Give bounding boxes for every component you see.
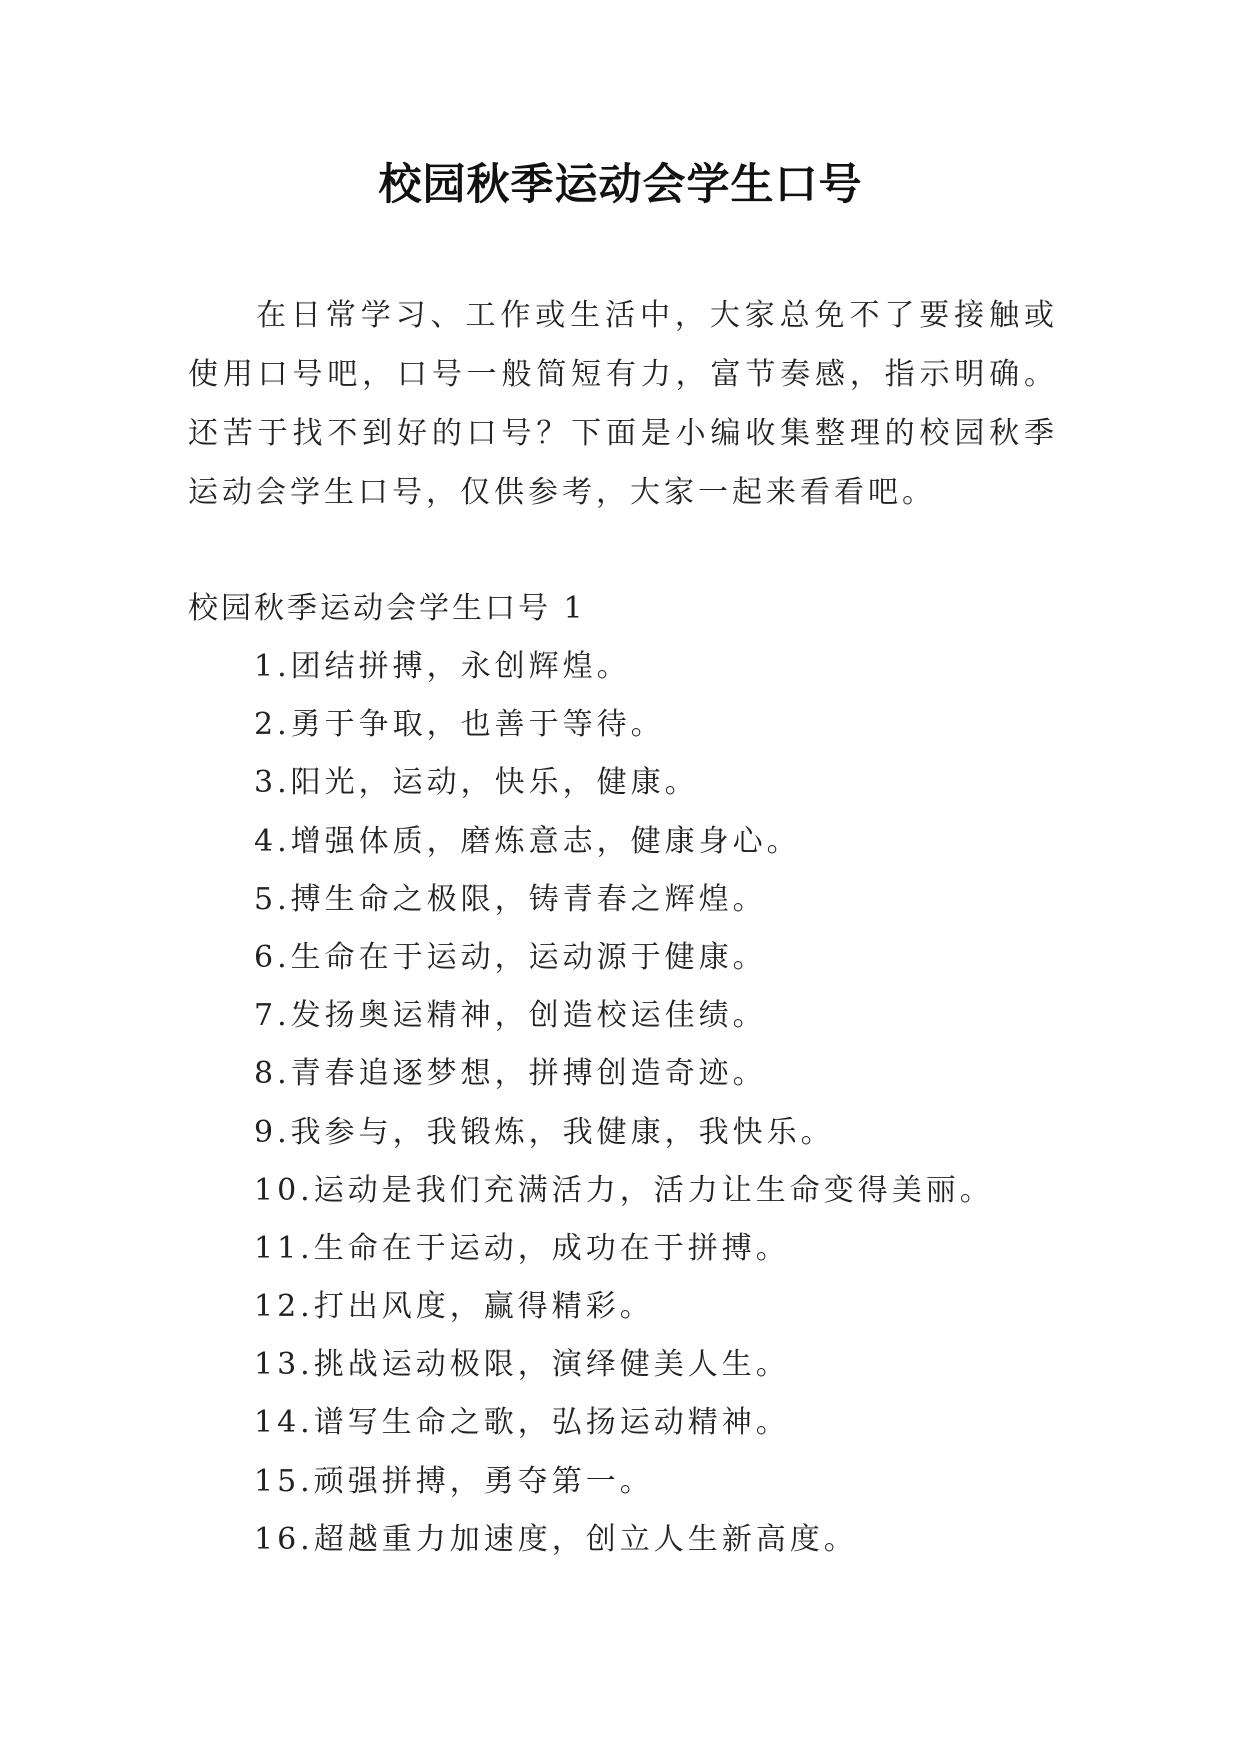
list-item: 12.打出风度，赢得精彩。: [254, 1289, 654, 1325]
list-item: 8.青春追逐梦想，拼搏创造奇迹。: [254, 1056, 767, 1092]
list-item: 7.发扬奥运精神，创造校运佳绩。: [254, 998, 767, 1034]
document-title: 校园秋季运动会学生口号: [378, 160, 863, 210]
intro-paragraph: 在日常学习、工作或生活中，大家总免不了要接触或使用口号吧，口号一般简短有力，富节奏感，指示明确。还苦于找不到好的口号？下面是小编收集整理的校园秋季运动会学生口号，仅供参考，大家一起来看看吧。: [188, 298, 1058, 510]
list-item: 10.运动是我们充满活力，活力让生命变得美丽。: [254, 1172, 994, 1208]
list-item: 9.我参与，我锻炼，我健康，我快乐。: [254, 1114, 835, 1150]
list-item: 6.生命在于运动，运动源于健康。: [254, 939, 767, 975]
list-item: 14.谱写生命之歌，弘扬运动精神。: [254, 1405, 790, 1441]
list-item: 1.团结拼搏，永创辉煌。: [254, 649, 631, 684]
list-item: 16.超越重力加速度，创立人生新高度。: [254, 1521, 858, 1557]
list-item: 15.顽强拼搏，勇夺第一。: [254, 1463, 654, 1499]
section-heading: 校园秋季运动会学生口号 1: [188, 591, 586, 626]
list-item: 13.挑战运动极限，演绎健美人生。: [254, 1347, 790, 1383]
list-item: 3.阳光，运动，快乐，健康。: [254, 765, 699, 801]
list-item: 4.增强体质，磨炼意志，健康身心。: [254, 823, 801, 859]
list-item: 2.勇于争取，也善于等待。: [254, 707, 665, 743]
list-item: 11.生命在于运动，成功在于拼搏。: [254, 1230, 790, 1266]
list-item: 5.搏生命之极限，铸青春之辉煌。: [254, 881, 767, 917]
slogan-list: [254, 638, 994, 1569]
